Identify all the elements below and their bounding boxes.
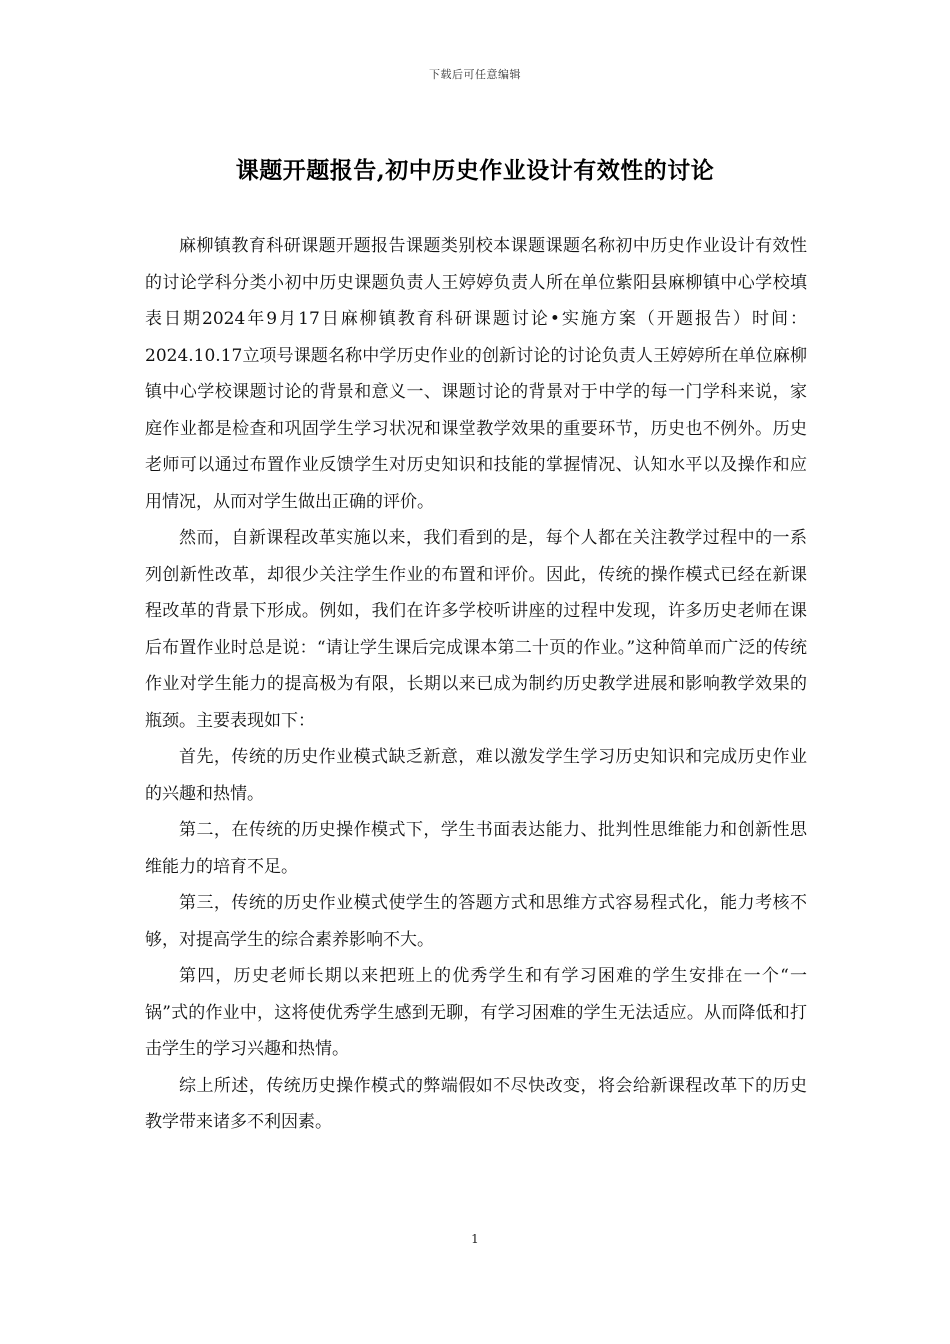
paragraph: 第四，历史老师长期以来把班上的优秀学生和有学习困难的学生安排在一个“一锅”式的作业中，这将使优秀学生感到无聊，有学习困难的学生无法适应。从而降低和打击学生的学习兴趣和热情。 xyxy=(145,966,807,1059)
document-title: 课题开题报告,初中历史作业设计有效性的讨论 xyxy=(235,157,715,184)
paragraph: 综上所述，传统历史操作模式的弊端假如不尽快改变，将会给新课程改革下的历史教学带来诸多不利因素。 xyxy=(145,1075,807,1132)
document-body xyxy=(145,228,807,1141)
paragraph: 第三，传统的历史作业模式使学生的答题方式和思维方式容易程式化，能力考核不够，对提高学生的综合素养影响不大。 xyxy=(145,893,807,950)
page-number: 1 xyxy=(471,1232,479,1246)
paragraph: 第二，在传统的历史操作模式下，学生书面表达能力、批判性思维能力和创新性思维能力的培育不足。 xyxy=(145,820,807,877)
paragraph: 然而，自新课程改革实施以来，我们看到的是，每个人都在关注教学过程中的一系列创新性改革，却很少关注学生作业的布置和评价。因此，传统的操作模式已经在新课程改革的背景下形成。例如，我们在许多学校听讲座的过程中发现，许多历史老师在课后布置作业时总是说：“请让学生课后完成课本第二十页的作业。”这种简单而广泛的传统作业对学生能力的提高极为有限，长期以来已成为制约历史教学进展和影响教学效果的瓶颈。主要表现如下： xyxy=(145,528,807,731)
paragraph: 麻柳镇教育科研课题开题报告课题类别校本课题课题名称初中历史作业设计有效性的讨论学科分类小初中历史课题负责人王婷婷负责人所在单位紫阳县麻柳镇中心学校填表日期2024年9月17日麻柳镇教育科研课题讨论•实施方案（开题报告）时间：2024.10.17立项号课题名称中学历史作业的创新讨论的讨论负责人王婷婷所在单位麻柳镇中心学校课题讨论的背景和意义一、课题讨论的背景对于中学的每一门学科来说，家庭作业都是检查和巩固学生学习状况和课堂教学效果的重要环节，历史也不例外。历史老师可以通过布置作业反馈学生对历史知识和技能的掌握情况、认知水平以及操作和应用情况，从而对学生做出正确的评价。 xyxy=(145,236,807,512)
header-note: 下载后可任意编辑 xyxy=(429,68,521,81)
paragraph: 首先，传统的历史作业模式缺乏新意，难以激发学生学习历史知识和完成历史作业的兴趣和热情。 xyxy=(145,747,807,804)
